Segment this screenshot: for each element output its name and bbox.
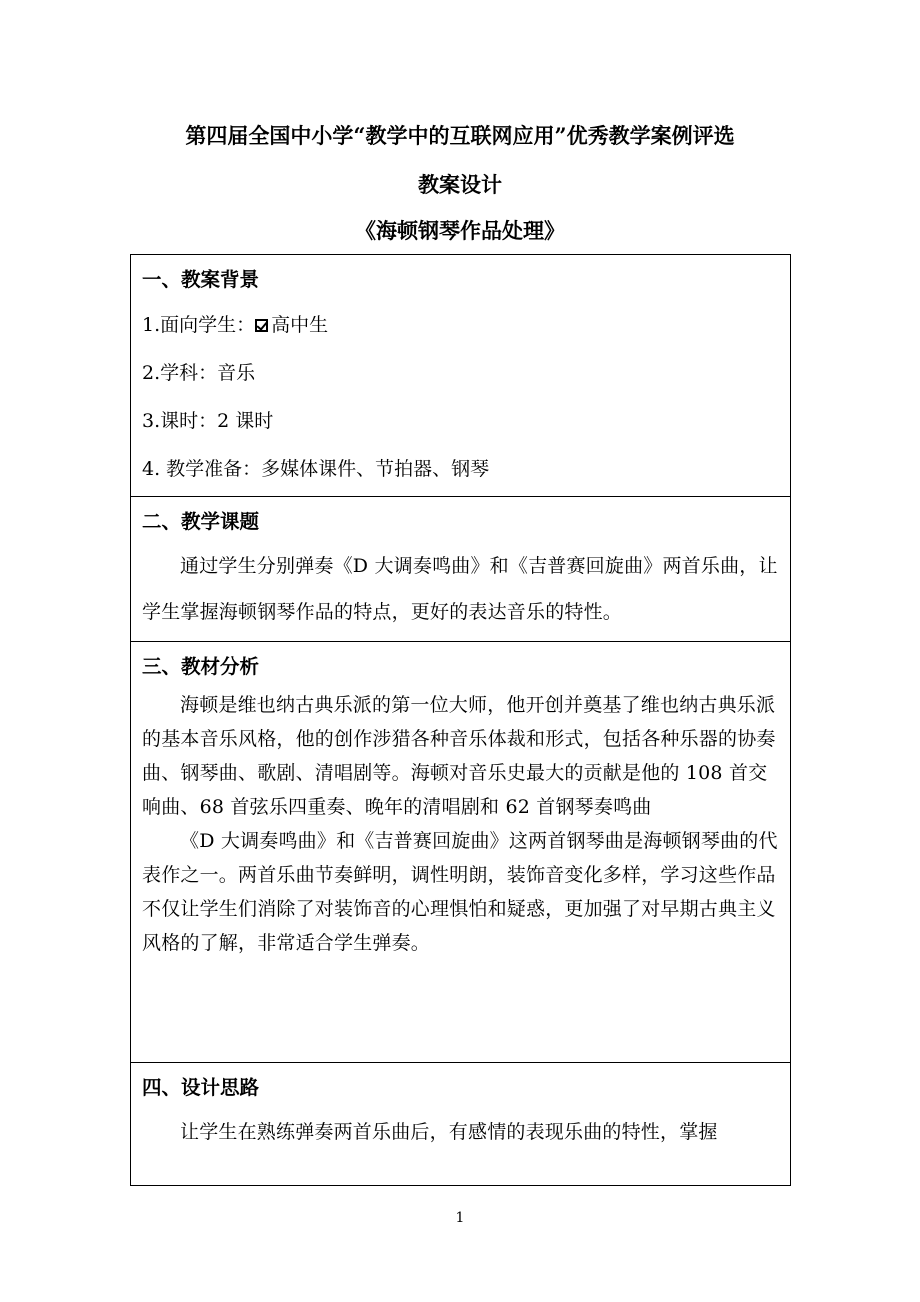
lesson-title: 《海顿钢琴作品处理》 [355, 218, 565, 243]
target-students-value: 高中生 [271, 314, 329, 336]
design-paragraph: 让学生在熟练弹奏两首乐曲后，有感情的表现乐曲的特性，掌握 [180, 1121, 718, 1143]
section-analysis-cell [131, 642, 791, 1063]
checkbox-checked-icon [255, 319, 268, 332]
topic-paragraph: 通过学生分别弹奏《D 大调奏鸣曲》和《吉普赛回旋曲》两首乐曲，让学生掌握海顿钢琴作品的特点，更好的表达音乐的特性。 [142, 555, 778, 623]
section-topic-cell [131, 497, 791, 642]
target-students-label: 1.面向学生： [142, 314, 256, 336]
page-number: 1 [455, 1210, 465, 1226]
subject: 2.学科：音乐 [142, 362, 256, 384]
section-background [131, 255, 791, 497]
analysis-paragraph-2: 《D 大调奏鸣曲》和《吉普赛回旋曲》这两首钢琴曲是海顿钢琴曲的代表作之一。两首乐曲节奏鲜明，调性明朗，装饰音变化多样，学习这些作品不仅让学生们消除了对装饰音的心理惧怕和疑惑，更加强了对早期古典主义风格的了解，非常适合学生弹奏。 [142, 830, 778, 954]
teaching-preparation: 4. 教学准备：多媒体课件、节拍器、钢琴 [142, 458, 490, 480]
section-heading: 一、教案背景 [142, 268, 260, 291]
analysis-paragraph-1: 海顿是维也纳古典乐派的第一位大师，他开创并奠基了维也纳古典乐派的基本音乐风格，他的创作涉猎各种音乐体裁和形式，包括各种乐器的协奏曲、钢琴曲、歌剧、清唱剧等。海顿对音乐史最大的贡献是他的 108 首交响曲、68 首弦乐四重奏、晚年的清唱剧和 62 首钢琴奏鸣曲 [142, 694, 776, 818]
class-hours: 3.课时：2 课时 [142, 410, 274, 432]
section-analysis [131, 642, 791, 1063]
section-heading: 四、设计思路 [142, 1076, 260, 1099]
section-design-cell [131, 1063, 791, 1186]
section-background-cell [131, 255, 791, 497]
section-heading: 二、教学课题 [142, 510, 260, 533]
document-type-title: 教案设计 [418, 172, 502, 197]
section-topic [131, 497, 791, 642]
competition-title: 第四届全国中小学“教学中的互联网应用”优秀教学案例评选 [185, 123, 735, 148]
lesson-plan-table [130, 254, 791, 1186]
section-heading: 三、教材分析 [142, 655, 260, 678]
target-students [142, 301, 779, 349]
section-design [131, 1063, 791, 1186]
